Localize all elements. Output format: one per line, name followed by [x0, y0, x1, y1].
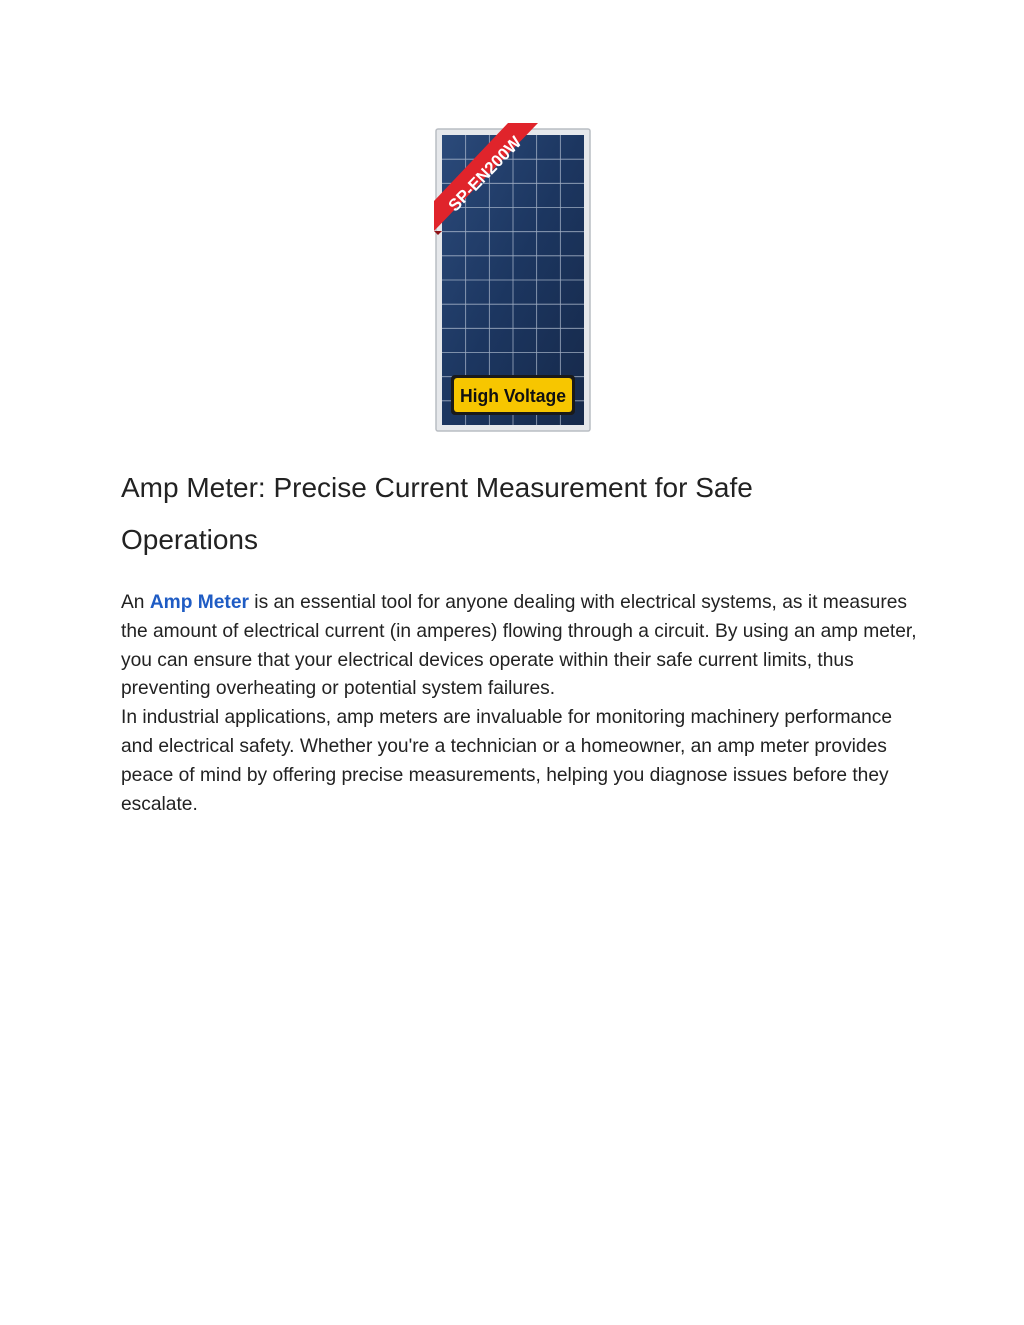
intro-prefix: An [121, 592, 150, 613]
product-image [434, 123, 592, 433]
ribbon-text: SP-EN200W [444, 132, 526, 216]
page-title: Amp Meter: Precise Current Measurement for Safe Operations [121, 472, 753, 555]
paragraph-intro [121, 589, 921, 704]
solar-panel-illustration [434, 123, 592, 433]
high-voltage-label [451, 375, 575, 415]
intro-rest: is an essential tool for anyone dealing with electrical systems, as it measures the amount of electrical current (in amperes) flowing through a circuit. By using an amp meter, you can ensure that your electrical devices operate within their safe current limits, thus preventing overheating or potential system failures. [121, 592, 917, 700]
amp-meter-link[interactable]: Amp Meter [149, 592, 249, 613]
label-text: High Voltage [460, 386, 566, 406]
article-body [121, 589, 921, 819]
paragraph-applications: In industrial applications, amp meters are invaluable for monitoring machinery performance and electrical safety. Whether you're a technician or a homeowner, an amp meter provides peace of mind by offering precise measurements, helping you diagnose issues before they escalate. [121, 707, 893, 815]
